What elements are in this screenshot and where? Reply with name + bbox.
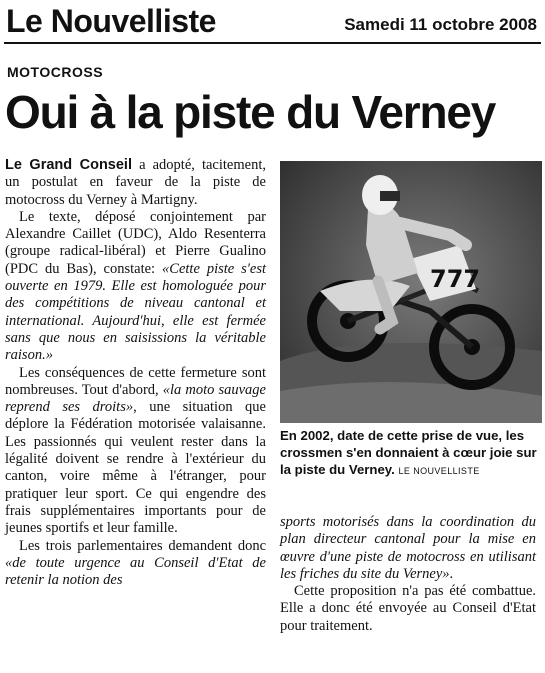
continued-quote: sports motorisés dans la coordination du plan directeur cantonal pour la mise en œuvre d'une piste de motocross en utilisant les friches du site du Verney»	[280, 514, 536, 582]
paragraph-3-text-a: Les conséquences de cette fermeture sont nombreuses. Tout d'abord,	[5, 364, 266, 398]
paragraph-4-text: Les trois parlementaires demandent donc	[19, 537, 266, 554]
paragraph-1	[5, 157, 266, 209]
paragraph-3-quote: «la moto sauvage reprend ses droits»	[5, 381, 266, 416]
caption-text: En 2002, date de cette prise de vue, les crossmen s'en donnaient à cœur joie sur la piste du Verney.	[280, 428, 537, 477]
continued-end: .	[449, 565, 454, 582]
paragraph-2-quote: «Cette piste s'est ouverte en 1979. Elle est homologuée pour des compétitions de niveau cantonal et international. Aujourd'hui, elle est fermée sans que nous en saisissions la véritable raison.»	[5, 260, 266, 364]
paragraph-4-quote: «de toute urgence au Conseil d'Etat de retenir la notion des	[5, 554, 266, 589]
paragraph-2-text: Le texte, déposé conjointement par Alexandre Caillet (UDC), Aldo Resenterra (groupe radical-libéral) et Pierre Gualino (PDC du Bas), constate:	[5, 208, 266, 277]
newspaper-name: Le Nouvelliste	[6, 3, 216, 39]
article-headline: Oui à la piste du Verney	[5, 86, 496, 138]
photo-credit: LE NOUVELLISTE	[398, 466, 480, 476]
motocross-photo	[280, 161, 542, 423]
masthead	[4, 2, 541, 44]
photo-caption	[280, 427, 542, 480]
motocross-rider-image	[280, 161, 542, 423]
bib-number: 777	[430, 265, 481, 293]
lead-in: Le Grand Conseil	[5, 157, 132, 173]
section-rubric: MOTOCROSS	[7, 64, 104, 80]
paragraph-3	[5, 365, 266, 538]
paragraph-2	[5, 209, 266, 365]
issue-date: Samedi 11 octobre 2008	[344, 15, 537, 34]
paragraph-3-text-b: , une situation que déplore la Fédération motorisée valaisanne. Les passionnés qui veulent rester dans la légalité doivent se rendre à l'extérieur du canton, voire même à l'étranger, pour pratiquer leur sport. Ce qui engendre des frais supplémentaires importants pour de jeunes sportifs et leur famille.	[5, 399, 266, 537]
paragraph-5: Cette proposition n'a pas été combattue. Elle a donc été envoyée au Conseil d'Etat pour traitement.	[280, 583, 536, 634]
paragraph-1-text: a adopté, tacitement, un postulat en faveur de la piste de motocross du Verney à Martigny.	[5, 157, 266, 208]
article-column-2	[280, 514, 536, 635]
paragraph-4-continued	[280, 514, 536, 583]
article-column-1	[5, 157, 266, 589]
paragraph-4	[5, 538, 266, 590]
